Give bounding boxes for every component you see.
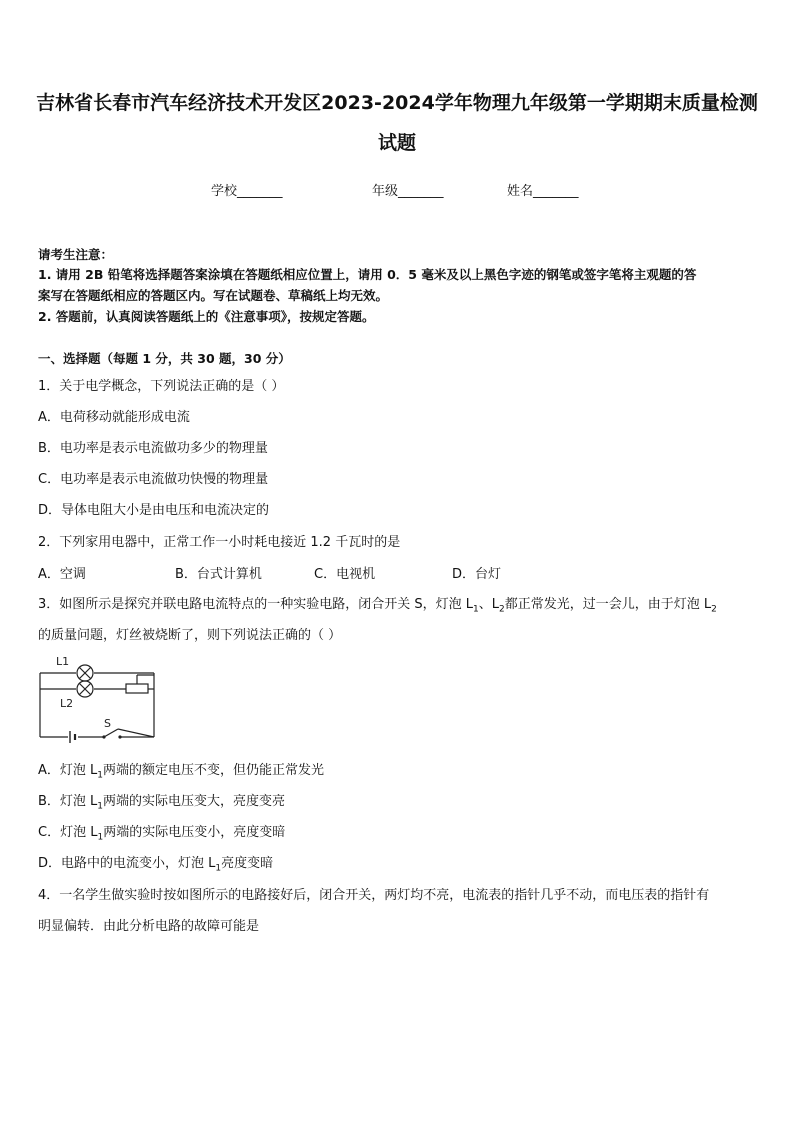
question-3-stem: 3．如图所示是探究并联电路电流特点的一种实验电路，闭合开关 S，灯泡 $L_1$、$L_2$都正常发光，过一会儿，由于灯泡 $L_2$: [38, 597, 717, 615]
question-2-option-a: A．空调: [38, 567, 86, 582]
exam-title: 吉林省长春市汽车经济技术开发区2023-2024学年物理九年级第一学期期末质量检测: [36, 92, 758, 114]
parallel-circuit-diagram: [38, 655, 160, 745]
question-3-option-a: A．灯泡 $L_1$两端的额定电压不变，但仍能正常发光: [38, 763, 325, 781]
switch-s-label: S: [104, 717, 111, 730]
question-1-option-b: B．电功率是表示电流做功多少的物理量: [38, 441, 268, 456]
notice-item-2: 2. 答题前，认真阅读答题纸上的《注意事项》，按规定答题。: [38, 309, 375, 324]
exam-title-continued: 试题: [377, 132, 416, 154]
question-4-stem: 4．一名学生做实验时按如图所示的电路接好后，闭合开关，两灯均不亮，电流表的指针几乎不动，而电压表的指针有: [38, 888, 710, 903]
notice-item-1: 1. 请用 2B 铅笔将选择题答案涂填在答题纸相应位置上，请用 0．5 毫米及以上黑色字迹的钢笔或签字笔将主观题的答: [38, 267, 697, 282]
notice-heading: 请考生注意：: [38, 247, 114, 262]
grade-field: 年级_______: [372, 184, 444, 199]
question-2-option-b: B．台式计算机: [175, 567, 262, 582]
question-2-option-c: C．电视机: [314, 567, 376, 582]
notice-item-1-continued: 案写在答题纸相应的答题区内。写在试题卷、草稿纸上均无效。: [38, 288, 389, 303]
question-1-option-a: A．电荷移动就能形成电流: [38, 410, 190, 425]
question-3-stem-continued: 的质量问题，灯丝被烧断了，则下列说法正确的（ ）: [38, 628, 342, 643]
lamp-l2-label: L2: [60, 697, 74, 710]
question-1-option-c: C．电功率是表示电流做功快慢的物理量: [38, 472, 269, 487]
question-3-option-b: B．灯泡 $L_1$两端的实际电压变大，亮度变亮: [38, 794, 286, 812]
question-4-stem-continued: 明显偏转．由此分析电路的故障可能是: [38, 919, 260, 934]
section-heading: 一、选择题（每题 1 分，共 30 题，30 分）: [38, 351, 291, 366]
name-field: 姓名_______: [507, 184, 579, 199]
lamp-l1-label: L1: [56, 655, 70, 668]
school-field: 学校_______: [211, 184, 283, 199]
question-1-stem: 1．关于电学概念，下列说法正确的是（ ）: [38, 379, 285, 394]
question-2-option-d: D．台灯: [452, 567, 502, 582]
question-3-option-d: D．电路中的电流变小，灯泡 $L_1$亮度变暗: [38, 856, 274, 874]
question-1-option-d: D．导体电阻大小是由电压和电流决定的: [38, 503, 270, 518]
question-3-option-c: C．灯泡 $L_1$两端的实际电压变小，亮度变暗: [38, 825, 286, 843]
question-2-stem: 2．下列家用电器中，正常工作一小时耗电接近 1.2 千瓦时的是: [38, 535, 401, 550]
